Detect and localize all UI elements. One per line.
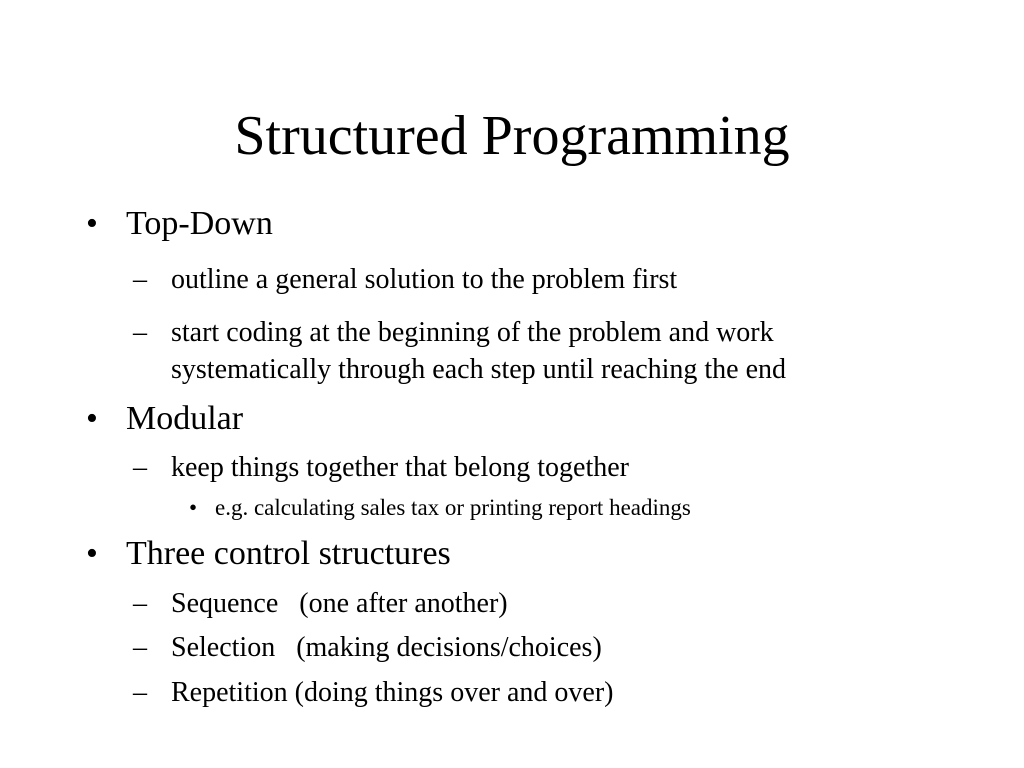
sub-bullet-keep-together xyxy=(133,449,629,486)
sub-bullet-text-line-1: start coding at the beginning of the problem and work xyxy=(171,317,774,348)
slide-title: Structured Programming xyxy=(234,105,790,167)
bullet-dot-icon: • xyxy=(86,205,98,242)
sub-bullet-start-coding xyxy=(133,314,787,388)
sub-sub-bullet-example xyxy=(189,494,691,522)
bullet-dot-icon: • xyxy=(86,535,98,572)
bullet-dot-icon: • xyxy=(86,400,98,437)
sub-bullet-text: Repetition (doing things over and over) xyxy=(171,677,614,708)
dash-icon: – xyxy=(133,264,147,295)
sub-bullet-text: keep things together that belong together xyxy=(171,452,629,483)
bullet-dot-icon: • xyxy=(189,495,198,520)
sub-bullet-text-line-2: systematically through each step until reaching the end xyxy=(171,354,787,385)
sub-bullet-text: Sequence (one after another) xyxy=(171,588,508,619)
bullet-modular xyxy=(86,399,244,439)
dash-icon: – xyxy=(133,632,147,663)
sub-bullet-text: outline a general solution to the problem first xyxy=(171,264,678,295)
bullet-text: Top-Down xyxy=(126,205,273,242)
sub-bullet-text: Selection (making decisions/choices) xyxy=(171,632,602,663)
sub-bullet-selection xyxy=(133,629,602,666)
dash-icon: – xyxy=(133,588,147,619)
sub-sub-bullet-text: e.g. calculating sales tax or printing report headings xyxy=(215,495,691,520)
dash-icon: – xyxy=(133,452,147,483)
bullet-text: Modular xyxy=(126,400,244,437)
bullet-text: Three control structures xyxy=(126,535,451,572)
sub-bullet-outline xyxy=(133,261,678,298)
dash-icon: – xyxy=(133,317,147,348)
bullet-top-down xyxy=(86,204,273,244)
dash-icon: – xyxy=(133,677,147,708)
sub-bullet-sequence xyxy=(133,585,508,622)
sub-bullet-repetition xyxy=(133,674,614,711)
bullet-three-control-structures xyxy=(86,534,451,574)
